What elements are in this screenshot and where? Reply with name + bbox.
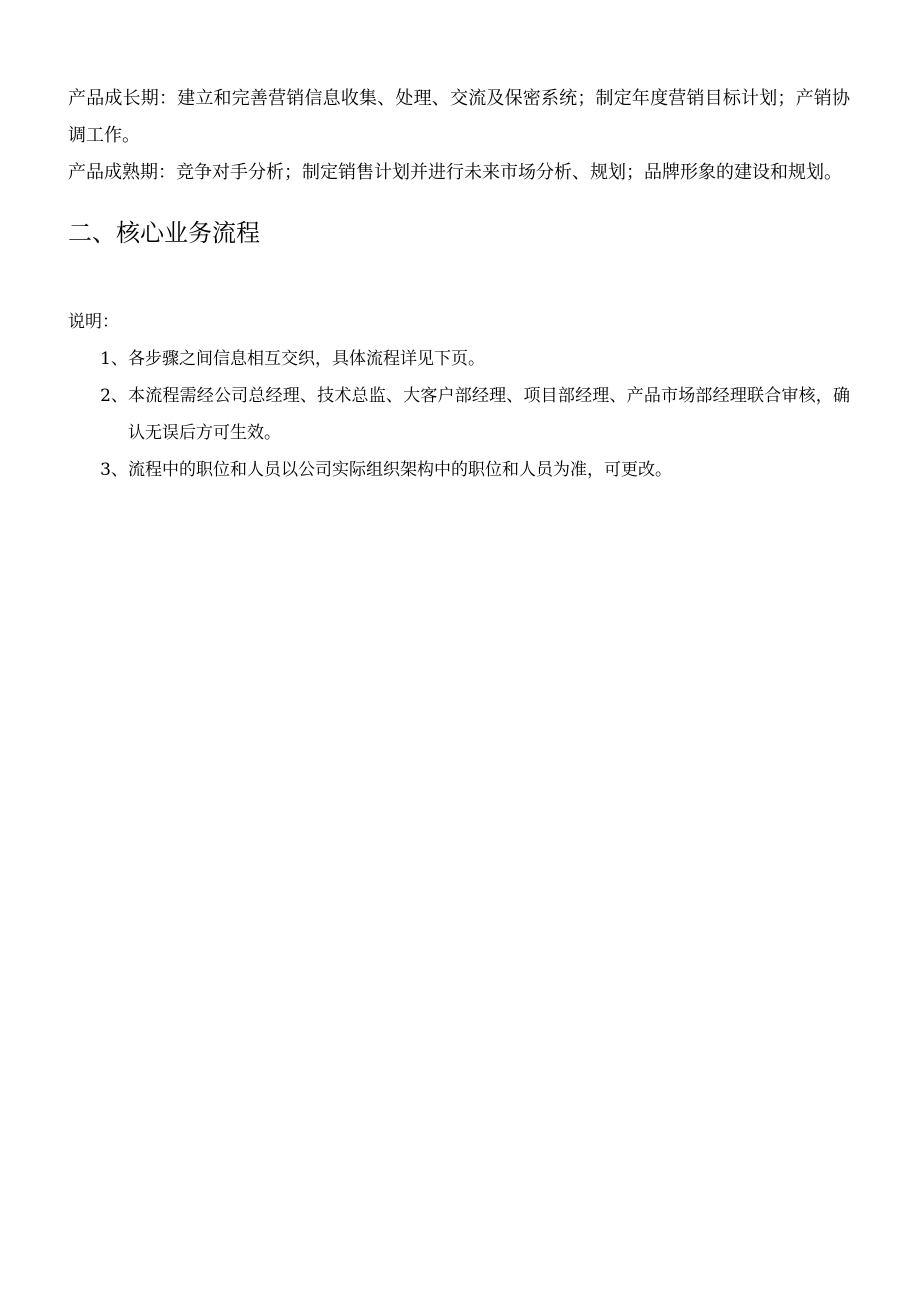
- notes-label: 说明：: [68, 312, 119, 332]
- list-item-number: 2、: [100, 386, 128, 406]
- list-item: [68, 452, 850, 489]
- list-item-text: 各步骤之间信息相互交织，具体流程详见下页。: [128, 349, 485, 369]
- paragraph-growth-stage: 产品成长期：建立和完善营销信息收集、处理、交流及保密系统；制定年度营销目标计划；产销协调工作。: [68, 88, 850, 146]
- list-item-number: 3、: [100, 460, 128, 480]
- notes-list: [68, 341, 850, 489]
- paragraph-maturity-stage: 产品成熟期：竞争对手分析；制定销售计划并进行未来市场分析、规划；品牌形象的建设和规划。: [68, 162, 842, 183]
- list-item: [68, 378, 850, 452]
- document-page: [68, 80, 850, 489]
- list-item-text: 流程中的职位和人员以公司实际组织架构中的职位和人员为准，可更改。: [128, 460, 672, 480]
- list-item: [68, 341, 850, 378]
- list-item-text: 本流程需经公司总经理、技术总监、大客户部经理、项目部经理、产品市场部经理联合审核，确认无误后方可生效。: [128, 386, 850, 443]
- list-item-number: 1、: [100, 349, 128, 369]
- section-heading: 二、核心业务流程: [68, 219, 260, 247]
